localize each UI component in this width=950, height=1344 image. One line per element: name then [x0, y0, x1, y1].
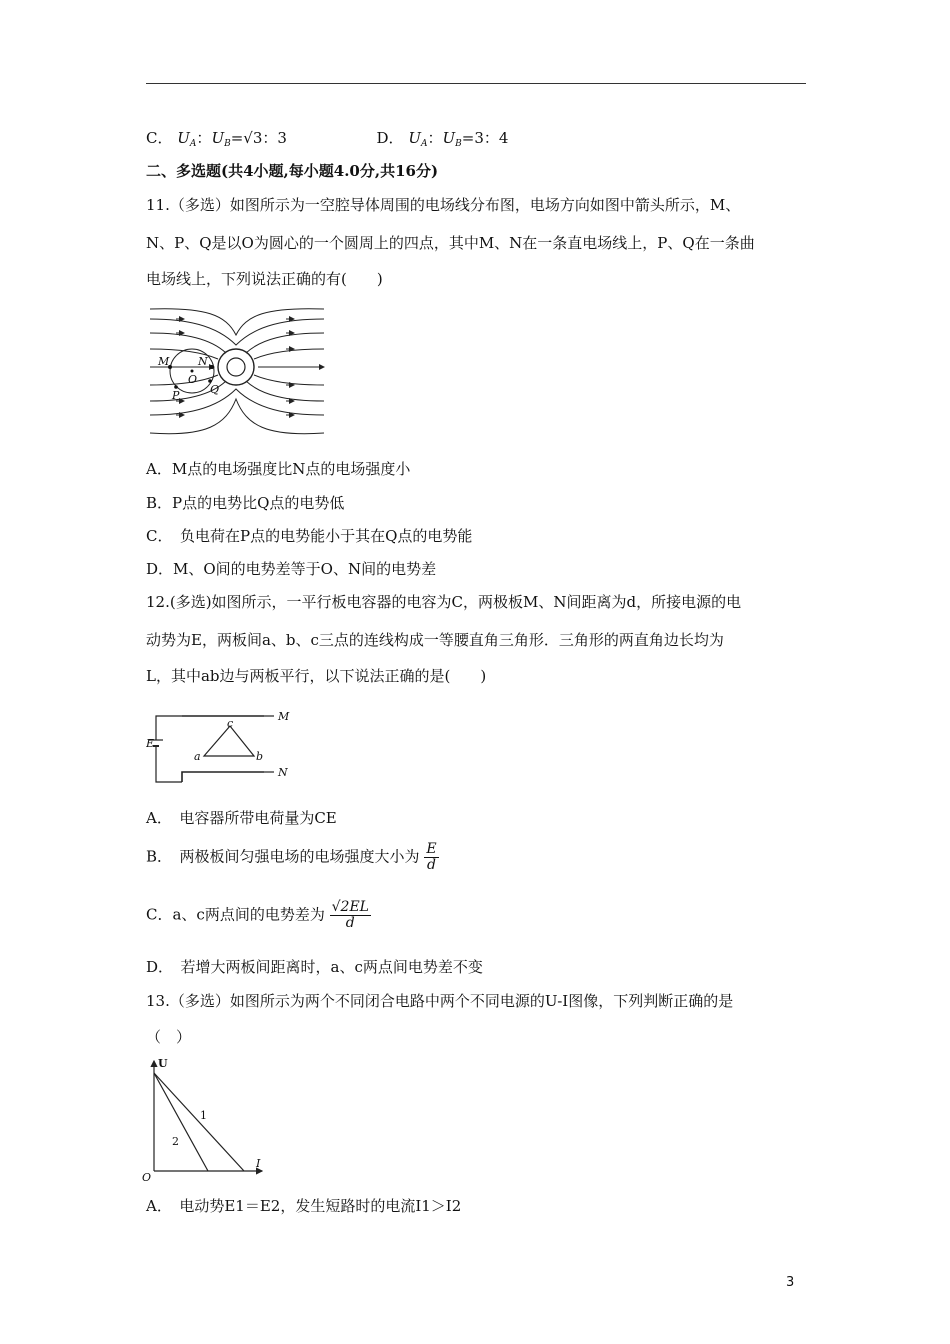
q10-options	[146, 128, 508, 154]
q12-option-c-text: C．a、c两点间的电势差为	[146, 905, 325, 924]
q13-stem-line2: （ ）	[146, 1028, 192, 1046]
q10-option-c-colon: ：	[196, 129, 212, 147]
q12-stem-line2: 动势为E，两板间a、b、c三点的连线构成一等腰直角三角形．三角形的两直角边长均为	[146, 631, 724, 649]
q10-option-d-colon: ：	[427, 129, 443, 147]
q12-option-c	[146, 900, 371, 931]
q13-fig-label-2: 2	[172, 1135, 179, 1148]
q11-fig-label-n: N	[198, 355, 208, 368]
q10-option-c-eq: =	[230, 129, 244, 147]
q11-fig-label-q: Q	[210, 383, 220, 396]
q12-stem-line1: 12.(多选)如图所示，一平行板电容器的电容为C，两极板M、N间距离为d，所接电源的电	[146, 593, 742, 611]
q13-fig-label-o: O	[142, 1171, 152, 1184]
q12-fig-label-m: M	[278, 710, 290, 723]
q11-fig-label-o: O	[188, 373, 198, 386]
q11-option-d: D．M、O间的电势差等于O、N间的电势差	[146, 560, 437, 578]
q13-fig-label-u: U	[158, 1057, 168, 1070]
q12-option-b	[146, 842, 439, 873]
section-2-title: 二、多选题(共4小题,每小题4.0分,共16分)	[146, 162, 439, 180]
q10-option-c-sqrt: √3	[243, 129, 263, 147]
q11-stem-line1: 11.（多选）如图所示为一空腔导体周围的电场线分布图，电场方向如图中箭头所示，M、	[146, 196, 741, 214]
q10-option-d-u1: U	[408, 129, 421, 147]
q10-option-d-rest: =3：4	[461, 129, 509, 147]
q11-fig-label-m: M	[158, 355, 170, 368]
q11-option-a: A．M点的电场强度比N点的电场强度小	[146, 460, 411, 478]
q12-option-b-fraction	[424, 842, 438, 873]
q12-fig-label-e: E	[146, 737, 155, 750]
q10-option-c-rest: ：3	[262, 129, 287, 147]
q11-stem-line2: N、P、Q是以O为圆心的一个圆周上的四点，其中M、N在一条直电场线上，P、Q在一条曲	[146, 234, 755, 252]
q10-option-d-u2: U	[442, 129, 456, 147]
q12-option-c-numerator: √2EL	[331, 899, 369, 915]
q12-option-a: A． 电容器所带电荷量为CE	[146, 809, 337, 827]
q12-option-c-denominator: d	[345, 915, 355, 931]
q10-option-c-u1: U	[177, 129, 190, 147]
q12-option-c-fraction	[330, 900, 371, 931]
q12-capacitor-figure	[146, 700, 296, 790]
q11-field-figure	[146, 305, 326, 445]
q11-fig-label-p: P	[172, 389, 180, 402]
q12-fig-label-n: N	[278, 766, 288, 779]
q12-option-b-text: B． 两极板间匀强电场的电场强度大小为	[146, 847, 420, 866]
q12-option-b-denominator: d	[426, 857, 436, 873]
q11-option-b: B．P点的电势比Q点的电势低	[146, 494, 345, 512]
q13-stem-line1: 13.（多选）如图所示为两个不同闭合电路中两个不同电源的U-I图像，下列判断正确的是	[146, 992, 734, 1010]
q12-option-b-numerator: E	[426, 841, 437, 857]
q11-option-c: C． 负电荷在P点的电势能小于其在Q点的电势能	[146, 527, 473, 545]
q12-fig-label-b: b	[256, 750, 264, 763]
q13-fig-label-i: I	[256, 1157, 261, 1170]
q10-option-c-u2: U	[211, 129, 225, 147]
q12-option-d: D． 若增大两板间距离时，a、c两点间电势差不变	[146, 958, 483, 976]
page-number: 3	[786, 1275, 795, 1290]
q10-option-d-label: D．	[376, 129, 404, 147]
q10-option-c-sub1: A	[189, 139, 197, 149]
q10-option-d-sub1: A	[420, 139, 428, 149]
header-rule	[146, 83, 806, 84]
q10-option-d-sub2: B	[455, 139, 462, 149]
q12-stem-line3: L，其中ab边与两板平行，以下说法正确的是( )	[146, 667, 487, 685]
q10-option-c-sub2: B	[224, 139, 231, 149]
q12-fig-label-c: c	[227, 717, 234, 730]
q11-stem-line3: 电场线上，下列说法正确的有( )	[146, 270, 383, 288]
q13-option-a: A． 电动势E1＝E2，发生短路时的电流I1＞I2	[146, 1197, 462, 1215]
q12-fig-label-a: a	[194, 750, 201, 763]
q10-option-c-label: C．	[146, 129, 173, 147]
q13-ui-graph	[140, 1055, 270, 1185]
q13-fig-label-1: 1	[200, 1109, 207, 1122]
